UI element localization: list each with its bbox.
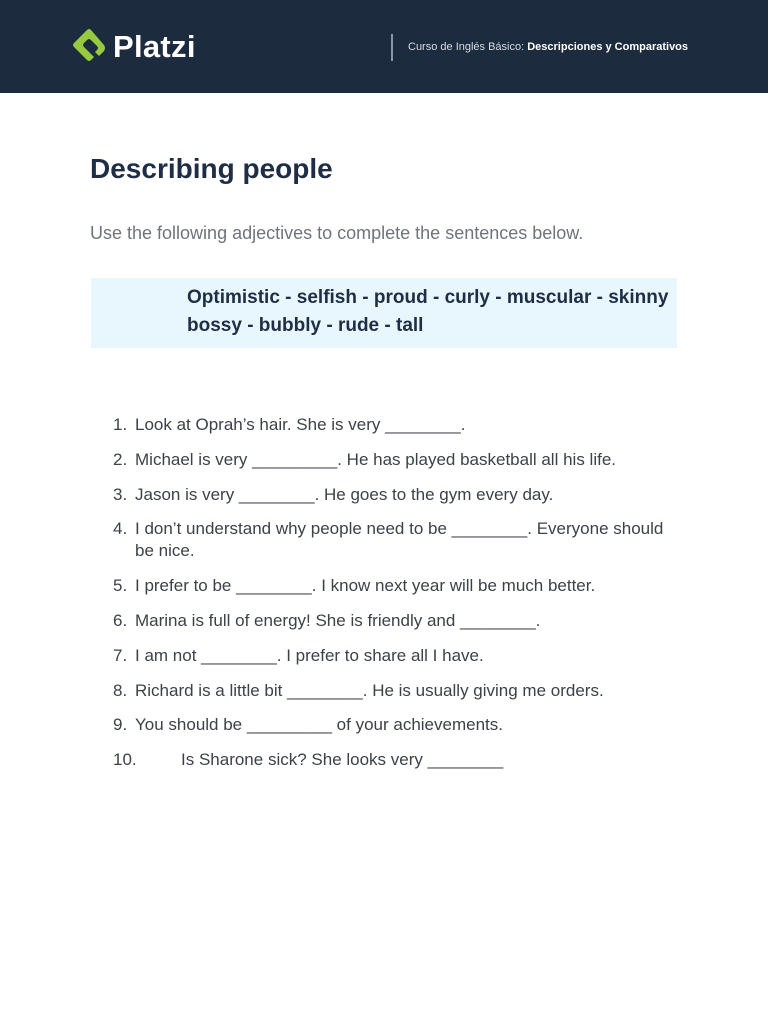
word-bank-box (91, 278, 677, 348)
item-text: Jason is very ________. He goes to the gym every day. (135, 484, 554, 504)
item-text: Look at Oprah’s hair. She is very ________. (135, 415, 466, 434)
list-item (113, 645, 673, 667)
list-item (113, 449, 673, 471)
item-number: 9. (113, 715, 128, 735)
platzi-logo-icon (71, 27, 107, 69)
item-number: 2. (113, 449, 128, 469)
item-number: 10. (113, 750, 137, 770)
logo-text: Platzi (113, 29, 196, 64)
course-prefix: Curso de Inglés Básico: (408, 41, 528, 53)
item-number: 5. (113, 576, 128, 596)
item-number: 6. (113, 610, 128, 630)
list-item (113, 680, 673, 702)
item-text: Richard is a little bit ________. He is usually giving me orders. (135, 680, 604, 700)
instruction-text: Use the following adjectives to complete the sentences below. (90, 223, 584, 243)
header-bar (0, 0, 768, 93)
sentence-list (113, 414, 673, 784)
item-text: You should be _________ of your achievements. (135, 715, 503, 735)
item-number: 3. (113, 484, 128, 504)
item-text: I don’t understand why people need to be ________. Everyone should be nice. (135, 519, 664, 561)
course-name: Descripciones y Comparativos (527, 41, 689, 53)
word-bank-line-2: bossy - bubbly - rude - tall (187, 315, 424, 336)
item-number: 1. (113, 415, 128, 434)
item-number: 4. (113, 519, 128, 539)
item-text: Is Sharone sick? She looks very ________ (181, 750, 504, 770)
list-item (113, 518, 673, 562)
course-title (408, 40, 688, 54)
item-text: Michael is very _________. He has played basketball all his life. (135, 449, 616, 469)
item-text: Marina is full of energy! She is friendly and ________. (135, 610, 541, 630)
item-text: I am not ________. I prefer to share all I have. (135, 645, 484, 665)
list-item (113, 414, 673, 436)
list-item (113, 484, 673, 506)
list-item (113, 714, 673, 736)
item-number: 8. (113, 680, 128, 700)
list-item (113, 575, 673, 597)
word-bank-line-1: Optimistic - selfish - proud - curly - muscular - skinny (187, 287, 669, 308)
header-divider (391, 34, 393, 61)
list-item (113, 610, 673, 632)
page-title: Describing people (90, 153, 333, 184)
list-item (113, 749, 673, 771)
item-text: I prefer to be ________. I know next year will be much better. (135, 576, 596, 596)
item-number: 7. (113, 645, 128, 665)
